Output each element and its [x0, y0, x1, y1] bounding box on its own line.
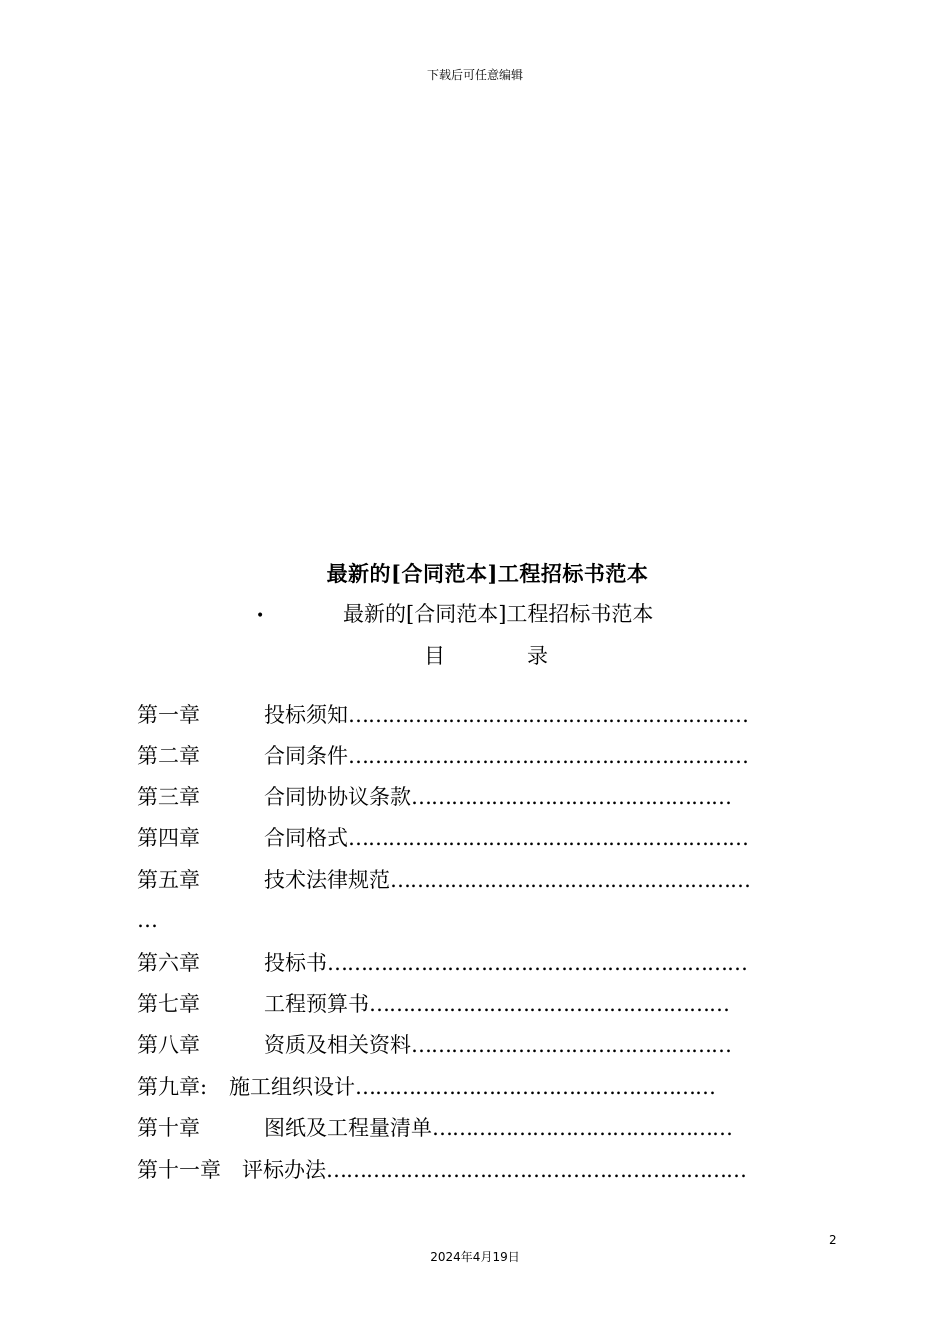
- footer-date: 2024年4月19日: [430, 1250, 520, 1264]
- toc-entry-continuation: [137, 906, 157, 934]
- toc-entry: [137, 701, 748, 729]
- toc-title: 合同格式: [264, 826, 348, 850]
- toc-title: 施工组织设计: [229, 1075, 355, 1099]
- document-subtitle: 最新的[合同范本]工程招标书范本: [343, 602, 654, 626]
- toc-entry: [137, 742, 748, 770]
- page-number: 2: [829, 1233, 837, 1247]
- toc-leader: ……………………………………………………: [348, 744, 748, 768]
- toc-entry: [137, 824, 748, 852]
- toc-chapter: 第十一章: [137, 1158, 221, 1182]
- bullet-marker: •: [256, 608, 265, 624]
- toc-leader: ………………………………………………: [369, 992, 729, 1016]
- toc-leader: ……………………………………………………: [348, 826, 748, 850]
- toc-title: 资质及相关资料: [264, 1033, 411, 1057]
- toc-leader: ………………………………………………………: [326, 1158, 746, 1182]
- toc-leader: ………………………………………………: [355, 1075, 715, 1099]
- toc-title: 技术法律规范: [264, 868, 390, 892]
- toc-leader: ………………………………………………………: [327, 951, 747, 975]
- toc-chapter: 第二章: [137, 744, 200, 768]
- toc-chapter: 第一章: [137, 703, 200, 727]
- toc-chapter: 第七章: [137, 992, 200, 1016]
- toc-chapter: 第三章: [137, 785, 200, 809]
- toc-entry: [137, 1031, 731, 1059]
- toc-entry: [137, 866, 750, 894]
- page-header: 下载后可任意编辑: [426, 68, 523, 82]
- toc-chapter: 第四章: [137, 826, 200, 850]
- toc-heading-left: 目: [424, 644, 445, 668]
- toc-leader: ………………………………………: [432, 1116, 732, 1140]
- toc-entry: [137, 1073, 715, 1101]
- toc-leader: ……………………………………………………: [348, 703, 748, 727]
- toc-title: 合同条件: [264, 744, 348, 768]
- toc-leader: …………………………………………: [411, 785, 731, 809]
- toc-chapter: 第十章: [137, 1116, 200, 1140]
- document-title: 最新的[合同范本]工程招标书范本: [326, 561, 649, 586]
- toc-entry: [137, 990, 729, 1018]
- toc-leader: …: [137, 908, 157, 932]
- toc-title: 投标书: [264, 951, 327, 975]
- toc-title: 图纸及工程量清单: [264, 1116, 432, 1140]
- toc-title: 合同协协议条款: [264, 785, 411, 809]
- toc-title: 评标办法: [242, 1158, 326, 1182]
- toc-title: 投标须知: [264, 703, 348, 727]
- toc-heading-right: 录: [527, 644, 548, 668]
- toc-title: 工程预算书: [264, 992, 369, 1016]
- toc-chapter: 第九章:: [137, 1075, 208, 1099]
- toc-chapter: 第六章: [137, 951, 200, 975]
- toc-leader: ………………………………………………: [390, 868, 750, 892]
- toc-leader: …………………………………………: [411, 1033, 731, 1057]
- toc-entry: [137, 1114, 732, 1142]
- toc-entry: [137, 1156, 746, 1184]
- toc-chapter: 第五章: [137, 868, 200, 892]
- toc-entry: [137, 949, 747, 977]
- toc-chapter: 第八章: [137, 1033, 200, 1057]
- toc-entry: [137, 783, 731, 811]
